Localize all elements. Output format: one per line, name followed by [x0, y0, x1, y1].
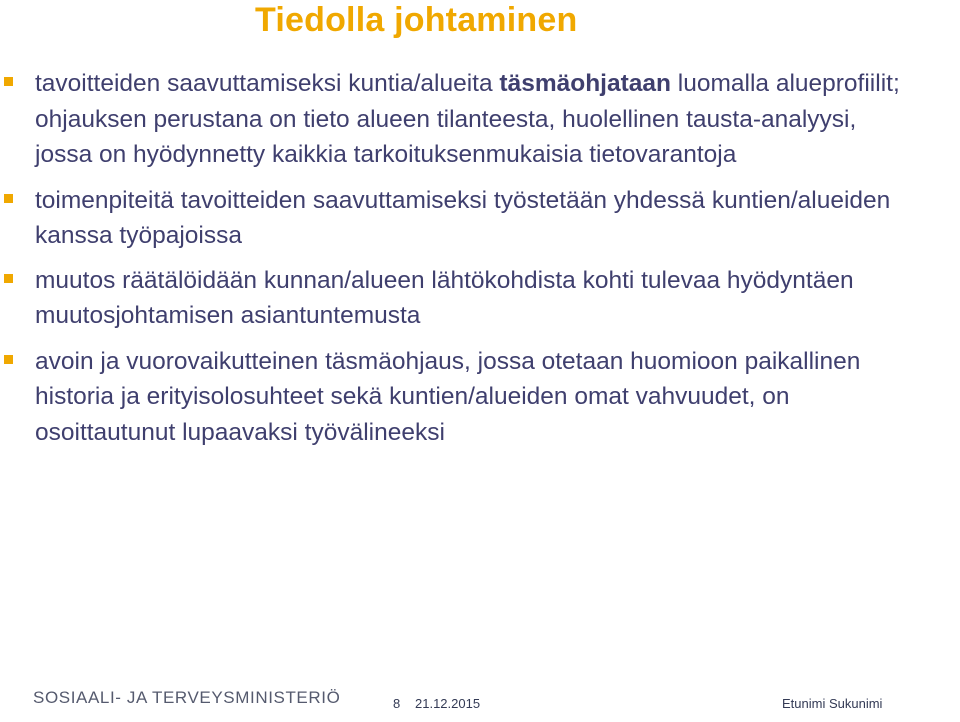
bullet-text: muutos räätälöidään kunnan/alueen lähtökohdista kohti tulevaa hyödyntäen muutosjohtamisen asiantuntemusta — [35, 266, 854, 329]
bullet-item — [0, 344, 960, 451]
bullet-text: toimenpiteitä tavoitteiden saavuttamiseksi työstetään yhdessä kuntien/alueiden kanssa työpajoissa — [35, 186, 891, 249]
square-bullet-icon — [4, 274, 13, 283]
slide-title: Tiedolla johtaminen — [255, 1, 578, 39]
footer-ministry-name: SOSIAALI- JA TERVEYSMINISTERIÖ — [33, 688, 341, 707]
bullet-item — [0, 66, 960, 173]
bullet-text-bold: täsmäohjataan — [499, 70, 671, 97]
bullet-text: tavoitteiden saavuttamiseksi kuntia/alueita — [35, 70, 500, 97]
square-bullet-icon — [4, 194, 13, 203]
footer-date: 21.12.2015 — [415, 696, 481, 711]
bullet-text: luomalla alueprofiilit; ohjauksen perustana on tieto alueen tilanteesta, huolellinen tausta-analyysi, jossa on hyödynnetty kaikkia tarkoituksenmukaisia tietovarantoja — [35, 70, 900, 168]
square-bullet-icon — [4, 77, 13, 86]
footer-page-number: 8 — [393, 696, 401, 711]
bullet-list — [0, 66, 960, 460]
bullet-item — [0, 263, 960, 334]
bullet-item — [0, 183, 960, 254]
bullet-text: avoin ja vuorovaikutteinen täsmäohjaus, jossa otetaan huomioon paikallinen historia ja erityisolosuhteet sekä kuntien/alueiden omat vahvuudet, on osoittautunut lupaavaksi työvälineeksi — [35, 347, 861, 446]
square-bullet-icon — [4, 355, 13, 364]
footer-author: Etunimi Sukunimi — [782, 696, 883, 711]
